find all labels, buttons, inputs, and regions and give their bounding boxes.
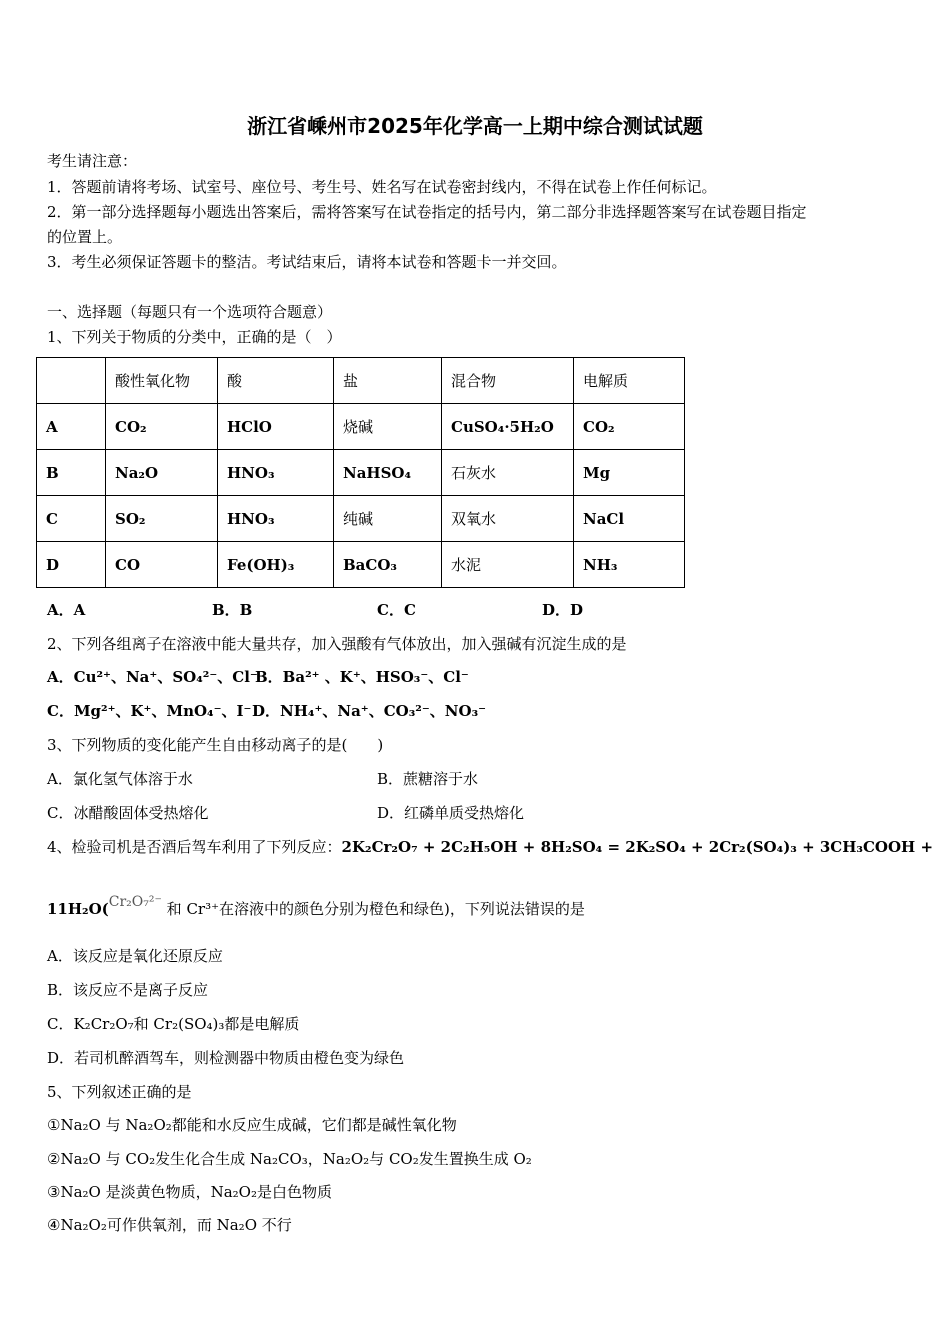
table-cell: CuSO₄·5H₂O	[442, 404, 574, 450]
table-row	[37, 450, 685, 496]
row-label: D	[37, 542, 106, 588]
notice-item: 的位置上。	[47, 228, 123, 246]
table-cell: CO₂	[574, 404, 685, 450]
q1-option-a: A．A	[47, 601, 86, 619]
row-label: C	[37, 496, 106, 542]
q4-water: 11H₂O(	[47, 900, 109, 918]
q2-option-d: D．NH₄⁺、Na⁺、CO₃²⁻、NO₃⁻	[252, 702, 487, 720]
table-cell: 烧碱	[334, 404, 442, 450]
question-3-stem: 3、下列物质的变化能产生自由移动离子的是( )	[47, 736, 384, 754]
q4-option-a: A．该反应是氧化还原反应	[47, 947, 223, 965]
q3-option-d: D．红磷单质受热熔化	[377, 804, 525, 822]
table-header-cell: 酸	[218, 358, 334, 404]
q2-option-c: C．Mg²⁺、K⁺、MnO₄⁻、I⁻	[47, 702, 252, 720]
notice-heading: 考生请注意：	[47, 152, 138, 170]
notice-item: 1．答题前请将考场、试室号、座位号、考生号、姓名写在试卷密封线内，不得在试卷上作任何标记。	[47, 178, 717, 196]
table-row	[37, 404, 685, 450]
table-header-row	[37, 358, 685, 404]
q2-option-a: A．Cu²⁺、Na⁺、SO₄²⁻、Cl⁻	[47, 668, 258, 686]
q4-stem-prefix: 4、检验司机是否酒后驾车利用了下列反应：	[47, 838, 342, 856]
question-2-stem: 2、下列各组离子在溶液中能大量共存，加入强酸有气体放出，加入强碱有沉淀生成的是	[47, 635, 627, 653]
table-cell: HNO₃	[218, 496, 334, 542]
table-header-cell: 酸性氧化物	[106, 358, 218, 404]
table-cell: NaHSO₄	[334, 450, 442, 496]
table-cell: Na₂O	[106, 450, 218, 496]
q1-option-b: B．B	[212, 601, 253, 619]
table-cell: 水泥	[442, 542, 574, 588]
q3-option-b: B．蔗糖溶于水	[377, 770, 479, 788]
row-label: A	[37, 404, 106, 450]
question-5-stem: 5、下列叙述正确的是	[47, 1083, 192, 1101]
table-cell: CO₂	[106, 404, 218, 450]
page-title: 浙江省嵊州市2025年化学高一上期中综合测试试题	[247, 114, 703, 138]
q1-option-d: D．D	[542, 601, 584, 619]
table-cell: CO	[106, 542, 218, 588]
q5-statement: ①Na₂O 与 Na₂O₂都能和水反应生成碱，它们都是碱性氧化物	[47, 1116, 457, 1134]
notice-item: 2．第一部分选择题每小题选出答案后，需将答案写在试卷指定的括号内，第二部分非选择题答案写在试卷题目指定	[47, 203, 807, 221]
q5-statement: ④Na₂O₂可作供氧剂，而 Na₂O 不行	[47, 1216, 292, 1234]
table-cell: NH₃	[574, 542, 685, 588]
dichromate-ion: Cr₂O₇²⁻	[108, 894, 162, 910]
q5-statement: ③Na₂O 是淡黄色物质，Na₂O₂是白色物质	[47, 1183, 332, 1201]
row-label: B	[37, 450, 106, 496]
table-cell: BaCO₃	[334, 542, 442, 588]
table-cell: 石灰水	[442, 450, 574, 496]
table-cell: 双氧水	[442, 496, 574, 542]
q3-option-a: A．氯化氢气体溶于水	[47, 770, 193, 788]
table-header-cell: 电解质	[574, 358, 685, 404]
table-cell: 纯碱	[334, 496, 442, 542]
question-4-stem	[47, 837, 933, 857]
q1-option-c: C．C	[377, 601, 416, 619]
q2-option-b: B．Ba²⁺ 、K⁺、HSO₃⁻、Cl⁻	[255, 668, 469, 686]
table-cell: SO₂	[106, 496, 218, 542]
table-header-cell: 混合物	[442, 358, 574, 404]
section-heading: 一、选择题（每题只有一个选项符合题意）	[47, 303, 333, 321]
table-cell: Fe(OH)₃	[218, 542, 334, 588]
q4-option-c: C．K₂Cr₂O₇和 Cr₂(SO₄)₃都是电解质	[47, 1015, 300, 1033]
table-cell: HNO₃	[218, 450, 334, 496]
question-4-line2	[47, 894, 585, 920]
table-header-cell: 盐	[334, 358, 442, 404]
table-row	[37, 542, 685, 588]
q3-option-c: C．冰醋酸固体受热熔化	[47, 804, 209, 822]
table-cell: HClO	[218, 404, 334, 450]
q4-line2-suffix: 和 Cr³⁺在溶液中的颜色分别为橙色和绿色)，下列说法错误的是	[166, 900, 585, 918]
table-header-cell	[37, 358, 106, 404]
table-row	[37, 496, 685, 542]
q4-option-d: D．若司机醉酒驾车，则检测器中物质由橙色变为绿色	[47, 1049, 405, 1067]
table-cell: Mg	[574, 450, 685, 496]
q4-option-b: B．该反应不是离子反应	[47, 981, 209, 999]
table-cell: NaCl	[574, 496, 685, 542]
question-1-stem: 1、下列关于物质的分类中，正确的是（ ）	[47, 328, 342, 346]
notice-item: 3．考生必须保证答题卡的整洁。考试结束后，请将本试卷和答题卡一并交回。	[47, 253, 567, 271]
q4-equation: 2K₂Cr₂O₇ + 2C₂H₅OH + 8H₂SO₄ = 2K₂SO₄ + 2Cr₂(SO₄)₃ + 3CH₃COOH +	[341, 838, 934, 856]
q5-statement: ②Na₂O 与 CO₂发生化合生成 Na₂CO₃，Na₂O₂与 CO₂发生置换生成 O₂	[47, 1150, 532, 1168]
classification-table	[36, 357, 685, 588]
